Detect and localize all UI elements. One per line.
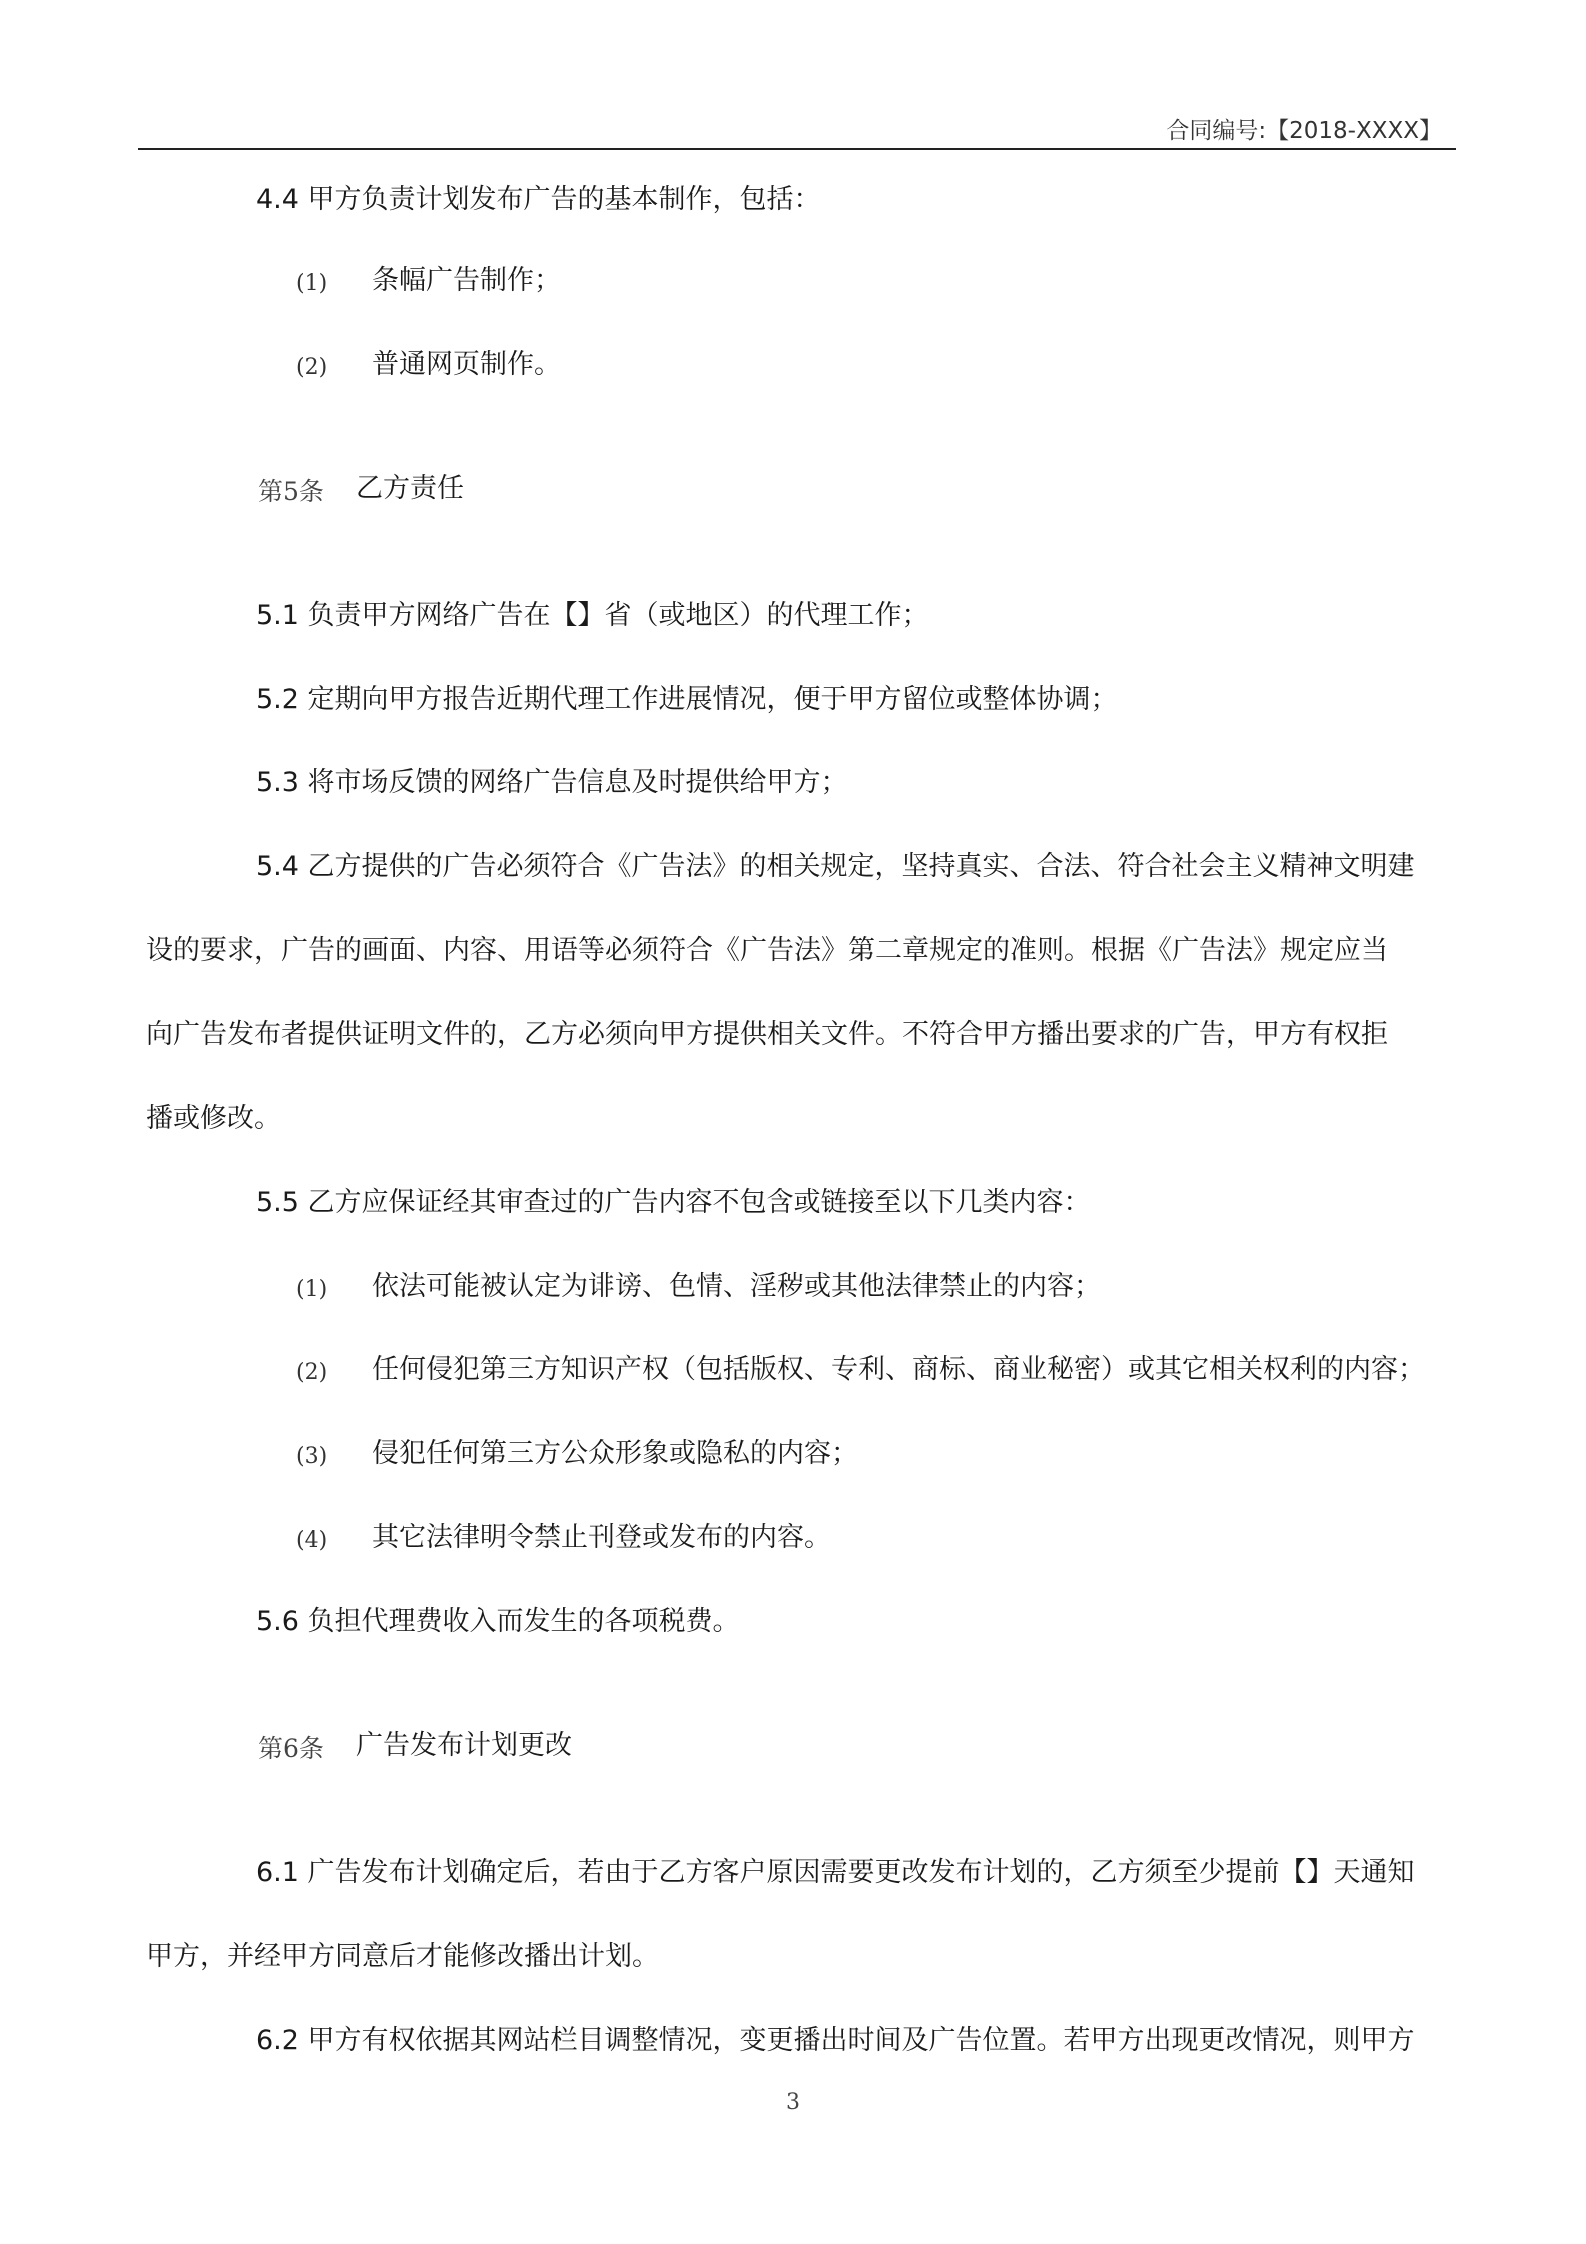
page-number: 3 [786, 2090, 800, 2115]
list-item: 任何侵犯第三方知识产权（包括版权、专利、商标、商业秘密）或其它相关权利的内容； [372, 1354, 1425, 1385]
paragraph-5-3: 5.3 将市场反馈的网络广告信息及时提供给甲方； [256, 767, 848, 798]
article-number: 第5条 [258, 477, 324, 506]
paragraph-5-5: 5.5 乙方应保证经其审查过的广告内容不包含或链接至以下几类内容： [256, 1187, 1091, 1218]
paragraph-5-1: 5.1 负责甲方网络广告在【】省（或地区）的代理工作； [256, 600, 929, 631]
article-title: 乙方责任 [356, 473, 464, 504]
paragraph-6-1-line: 6.1 广告发布计划确定后，若由于乙方客户原因需要更改发布计划的，乙方须至少提前【】天通知 [256, 1857, 1415, 1888]
paragraph-5-4-line: 设的要求，广告的画面、内容、用语等必须符合《广告法》第二章规定的准则。根据《广告法》规定应当 [146, 935, 1388, 966]
list-number: (3) [296, 1444, 328, 1469]
list-item: 侵犯任何第三方公众形象或隐私的内容； [372, 1438, 858, 1469]
paragraph-5-4-line: 向广告发布者提供证明文件的，乙方必须向甲方提供相关文件。不符合甲方播出要求的广告，甲方有权拒 [146, 1019, 1388, 1050]
paragraph-5-6: 5.6 负担代理费收入而发生的各项税费。 [256, 1606, 740, 1637]
list-number: (2) [296, 1360, 328, 1385]
list-number: (2) [296, 355, 328, 380]
list-number: (1) [296, 1277, 328, 1302]
list-number: (4) [296, 1528, 328, 1553]
contract-number: 合同编号:【2018-XXXX】 [1166, 118, 1442, 144]
page-header [138, 108, 1456, 150]
list-item: 普通网页制作。 [372, 349, 561, 380]
paragraph-4-4: 4.4 甲方负责计划发布广告的基本制作，包括： [256, 184, 821, 215]
paragraph-5-4-line: 5.4 乙方提供的广告必须符合《广告法》的相关规定，坚持真实、合法、符合社会主义精神文明建 [256, 851, 1415, 882]
list-item: 依法可能被认定为诽谤、色情、淫秽或其他法律禁止的内容； [372, 1271, 1101, 1302]
paragraph-6-1-line: 甲方，并经甲方同意后才能修改播出计划。 [146, 1941, 659, 1972]
list-item: 条幅广告制作； [372, 265, 561, 296]
article-title: 广告发布计划更改 [356, 1730, 572, 1761]
list-item: 其它法律明令禁止刊登或发布的内容。 [372, 1522, 831, 1553]
paragraph-6-2-line: 6.2 甲方有权依据其网站栏目调整情况，变更播出时间及广告位置。若甲方出现更改情况，则甲方 [256, 2025, 1415, 2056]
article-number: 第6条 [258, 1734, 324, 1763]
list-number: (1) [296, 271, 328, 296]
paragraph-5-4-line: 播或修改。 [146, 1103, 281, 1134]
paragraph-5-2: 5.2 定期向甲方报告近期代理工作进展情况，便于甲方留位或整体协调； [256, 684, 1118, 715]
